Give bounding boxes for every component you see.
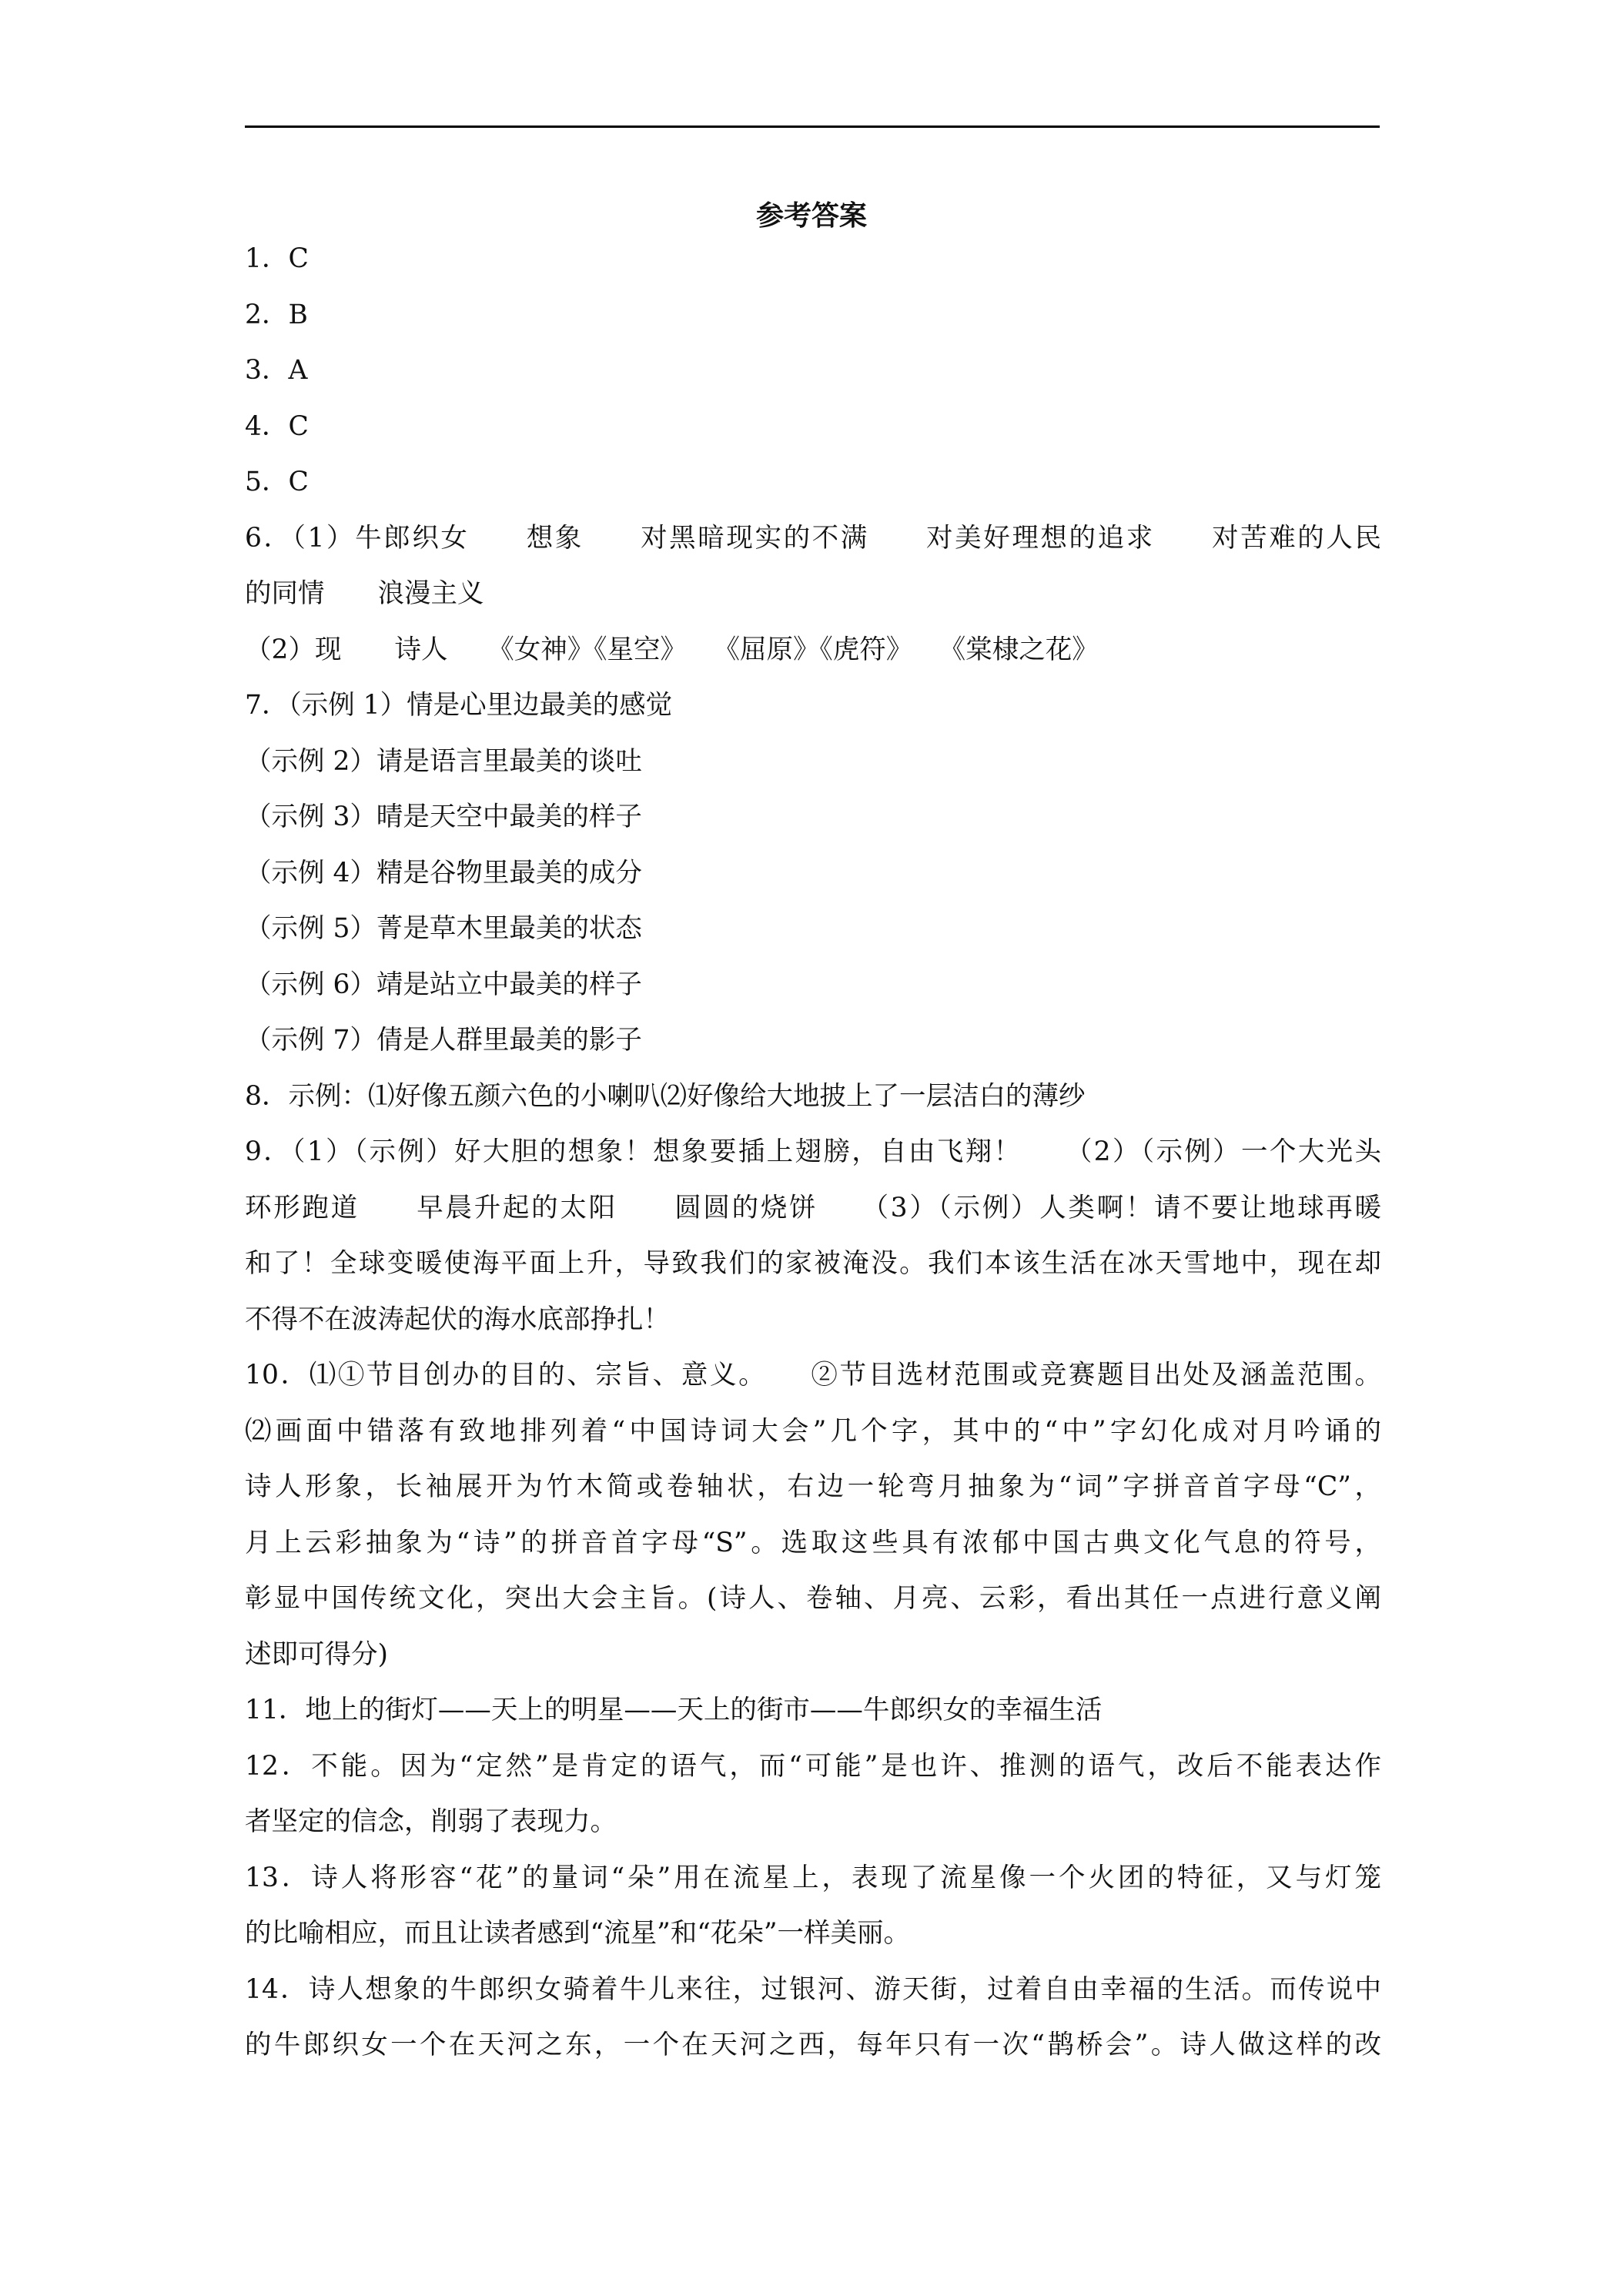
answer-line: 14．诗人想象的牛郎织女骑着牛儿来往，过银河、游天街，过着自由幸福的生活。而传说中 bbox=[245, 1973, 1381, 2005]
answer-line: 的比喻相应，而且让读者感到“流星”和“花朵”一样美丽。 bbox=[245, 1918, 911, 1949]
answer-line: 2．B bbox=[245, 299, 308, 330]
answer-line: 4．C bbox=[245, 410, 309, 442]
answer-line: （示例 7）倩是人群里最美的影子 bbox=[245, 1025, 642, 1056]
answer-line: （示例 6）靖是站立中最美的样子 bbox=[245, 969, 642, 1000]
answer-list bbox=[245, 231, 1381, 2073]
answer-line: （示例 3）晴是天空中最美的样子 bbox=[245, 802, 642, 832]
answer-line: 彰显中国传统文化，突出大会主旨。(诗人、卷轴、月亮、云彩，看出其任一点进行意义阐 bbox=[245, 1583, 1381, 1614]
answer-line: 9．（1）（示例）好大胆的想象！想象要插上翅膀，自由飞翔！ （2）（示例）一个大光头 bbox=[245, 1136, 1381, 1167]
header-rule bbox=[245, 126, 1380, 128]
answer-line: 8．示例：⑴好像五颜六色的小喇叭⑵好像给大地披上了一层洁白的薄纱 bbox=[245, 1080, 1086, 1112]
answer-line: 诗人形象，长袖展开为竹木简或卷轴状，右边一轮弯月抽象为“词”字拼音首字母“C”， bbox=[245, 1471, 1381, 1502]
answer-line: 10．⑴①节目创办的目的、宗旨、意义。 ②节目选材范围或竞赛题目出处及涵盖范围。 bbox=[245, 1360, 1381, 1391]
answer-line: 的牛郎织女一个在天河之东，一个在天河之西，每年只有一次“鹊桥会”。诗人做这样的改 bbox=[245, 2030, 1381, 2060]
answer-line: 述即可得分) bbox=[245, 1638, 388, 1670]
answer-line: 6．（1）牛郎织女 想象 对黑暗现实的不满 对美好理想的追求 对苦难的人民 bbox=[245, 522, 1381, 554]
answer-line: ⑵画面中错落有致地排列着“中国诗词大会”几个字，其中的“中”字幻化成对月吟诵的 bbox=[245, 1415, 1381, 1447]
answer-line: 7．（示例 1）情是心里边最美的感觉 bbox=[245, 690, 673, 721]
answer-line: （示例 4）精是谷物里最美的成分 bbox=[245, 857, 642, 889]
answer-line: 不得不在波涛起伏的海水底部挣扎！ bbox=[245, 1304, 670, 1335]
answer-line: （示例 5）菁是草木里最美的状态 bbox=[245, 913, 642, 944]
answer-line: 月上云彩抽象为“诗”的拼音首字母“S”。选取这些具有浓郁中国古典文化气息的符号， bbox=[245, 1527, 1381, 1558]
answer-line: 11．地上的街灯——天上的明星——天上的街市——牛郎织女的幸福生活 bbox=[245, 1695, 1103, 1725]
answer-line: 3．A bbox=[245, 355, 308, 386]
answer-line: 1．C bbox=[245, 243, 309, 274]
answer-line: 者坚定的信念，削弱了表现力。 bbox=[245, 1806, 617, 1837]
answer-line: 环形跑道 早晨升起的太阳 圆圆的烧饼 （3）（示例）人类啊！请不要让地球再暖 bbox=[245, 1192, 1381, 1223]
answer-line: 5．C bbox=[245, 467, 309, 497]
page-title: 参考答案 bbox=[755, 199, 867, 232]
answer-line: （2）现 诗人 《女神》《星空》 《屈原》《虎符》 《棠棣之花》 bbox=[245, 634, 1099, 665]
answer-line: 12．不能。因为“定然”是肯定的语气，而“可能”是也许、推测的语气，改后不能表达作 bbox=[245, 1750, 1381, 1782]
answer-line: 13．诗人将形容“花”的量词“朵”用在流星上，表现了流星像一个火团的特征，又与灯笼 bbox=[245, 1862, 1381, 1893]
answer-line: （示例 2）请是语言里最美的谈吐 bbox=[245, 745, 642, 777]
answer-line: 的同情 浪漫主义 bbox=[245, 578, 484, 609]
answer-line: 和了！全球变暖使海平面上升，导致我们的家被淹没。我们本该生活在冰天雪地中，现在却 bbox=[245, 1248, 1381, 1279]
